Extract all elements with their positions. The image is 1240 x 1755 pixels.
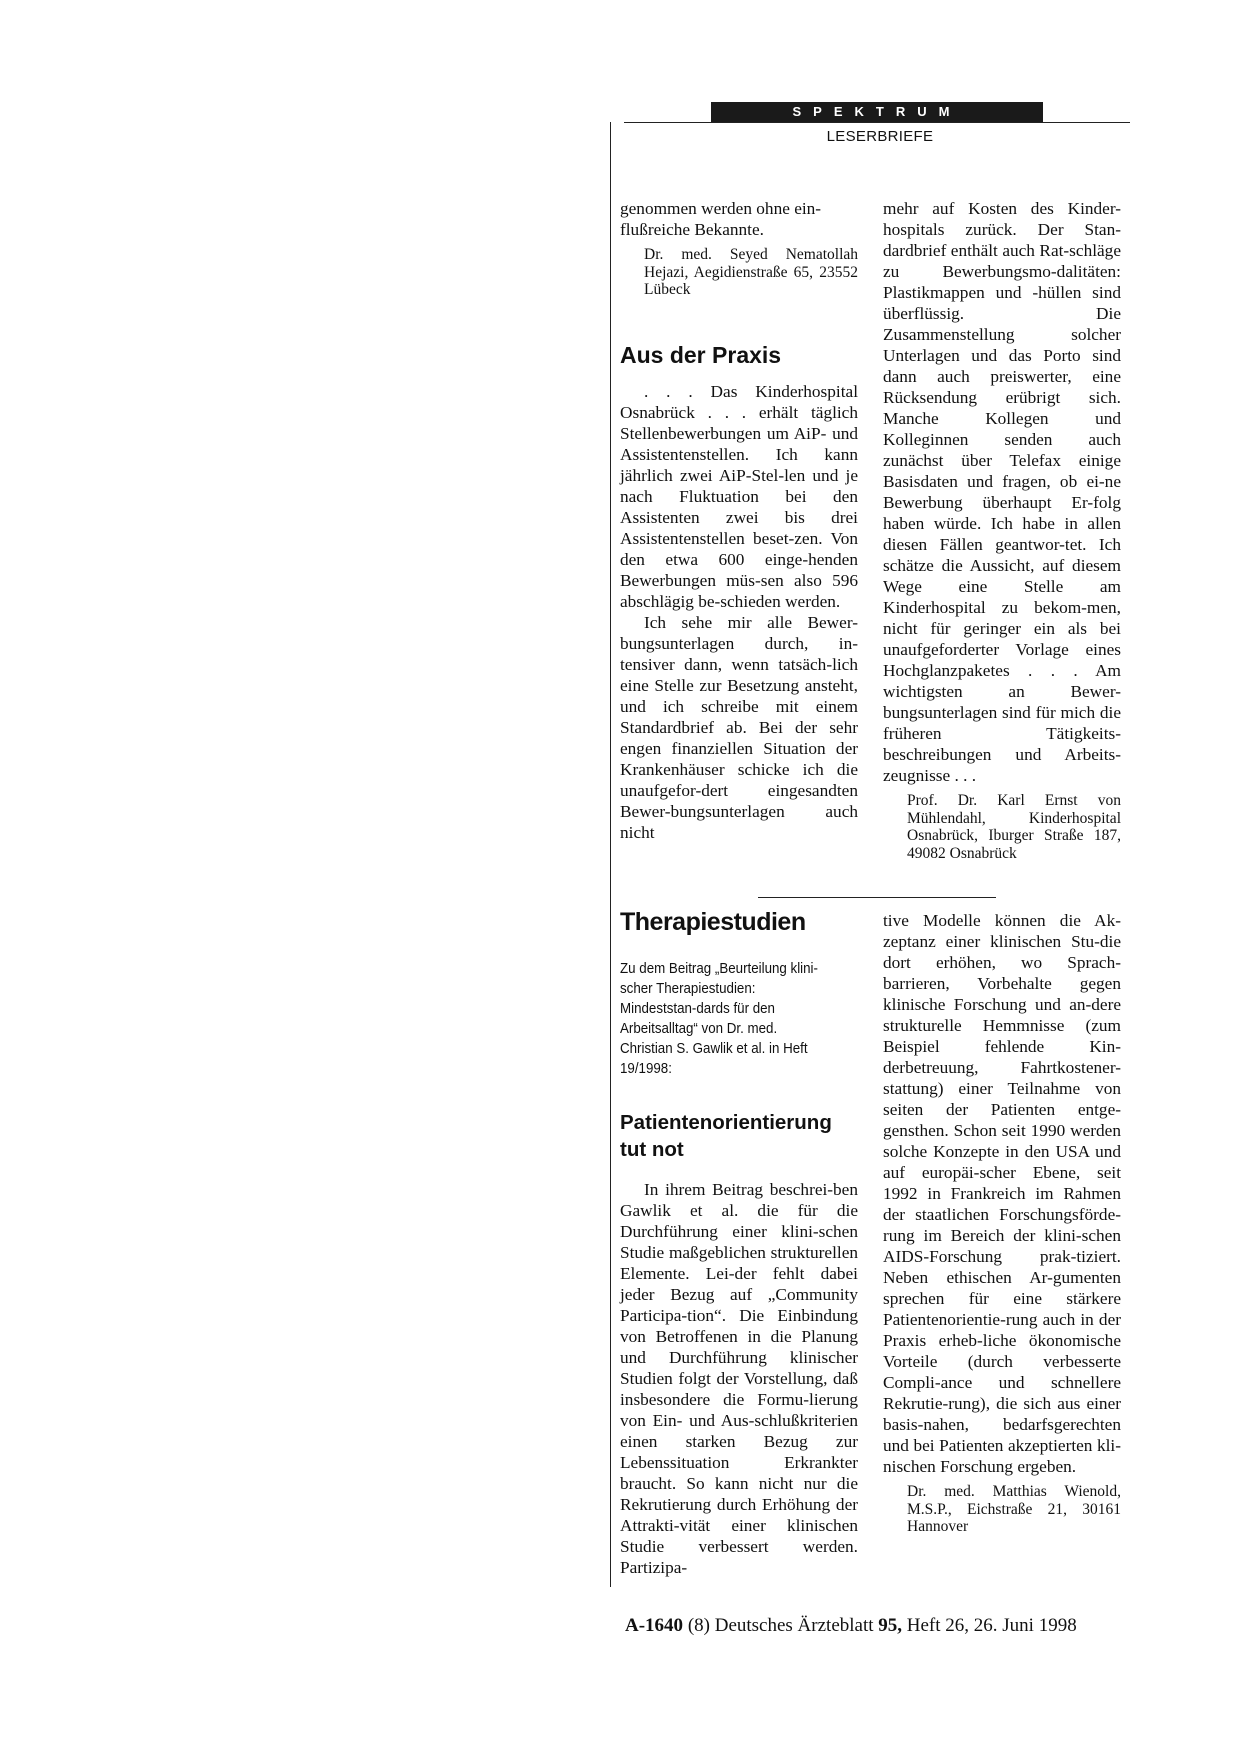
letter-left-bottom	[620, 907, 858, 1578]
letter-continuation: genommen werden ohne ein-flußreiche Bekannte.	[620, 199, 822, 239]
section-subtitle: LESERBRIEFE	[826, 128, 934, 145]
article-reference: Zu dem Beitrag „Beurteilung klini-scher Therapiestudien: Mindeststan-dards für den Arbeitsalltag“ von Dr. med. Christian S. Gawlik et al. in Heft 19/1998:	[620, 961, 818, 1077]
letter-paragraph: In ihrem Beitrag beschrei-ben Gawlik et al. die für die Durchführung einer klini-schen Studie maßgeblichen strukturellen Elemente. Lei-der fehlt dabei jeder Bezug auf „Community Participa-tion“. Die Einbindung von Betroffenen in die Planung und Durchführung klinischer Studien folgt der Vorstellung, daß insbesondere die Formu-lierung von Ein- und Aus-schlußkriterien einen starken Bezug zur Lebenssituation Erkrankter braucht. So kann nicht nur die Rekrutierung durch Erhöhung der Attrakti-vität einer klinischen Studie verbessert werden. Partizipa-	[620, 1180, 858, 1577]
letter-right-bottom	[883, 910, 1121, 1536]
section-separator	[758, 897, 996, 898]
letter-paragraph: mehr auf Kosten des Kinder-hospitals zurück. Der Stan-dardbrief enthält auch Rat-schläge zu Bewerbungsmo-dalitäten: Plastikmappen und -hüllen sind überflüssig. Die Zusammenstellung solcher Unterlagen und das Porto sind dann auch preiswerter, eine Rücksendung erübrigt sich. Manche Kollegen und Kolleginnen senden auch zunächst über Telefax einige Basisdaten und fragen, ob ei-ne Bewerbung überhaupt Er-folg haben würde. Ich habe in allen diesen Fällen geantwor-tet. Ich schätze die Aussicht, auf diesem Wege eine Stelle am Kinderhospital zu bekom-men, nicht für geringer ein als bei unaufgeforderter Vorlage eines Hochglanzpaketes . . . Am wichtigsten an Bewer-bungsunterlagen sind für mich die früheren Tätigkeits-beschreibungen und Arbeits-zeugnisse . . .	[883, 199, 1121, 785]
footer-publication: (8) Deutsches Ärzteblatt	[687, 1615, 874, 1636]
footer-issue: Heft 26, 26. Juni 1998	[906, 1615, 1077, 1636]
page-number: A-1640	[625, 1615, 684, 1636]
letter-signature: Dr. med. Seyed Nematollah Hejazi, Aegidienstraße 65, 23552 Lübeck	[644, 246, 858, 298]
letter-paragraph: tive Modelle können die Ak-zeptanz einer klinischen Stu-die dort erhöhen, wo Sprach-barrieren, Vorbehalte gegen klinische Forschung und an-dere strukturelle Hemmnisse (zum Beispiel fehlende Kin-derbetreuung, Fahrtkostener-stattung) einer Teilnahme von seiten der Patienten entge-gensthen. Schon seit 1990 werden solche Konzepte in den USA und auf europäi-scher Ebene, seit 1992 in Frankreich im Rahmen der staatlichen Forschungsförde-rung im Bereich der klini-schen AIDS-Forschung prak-tiziert. Neben ethischen Ar-gumenten sprechen für eine stärkere Patientenorientie-rung auch in der Praxis erheb-liche ökonomische Vorteile (durch verbesserte Compli-ance und schnellere Rekrutie-rung), die sich aus einer basis-nahen, bedarfsgerechten und bei Patienten akzeptierten kli-nischen Forschung ergeben.	[883, 911, 1121, 1476]
section-header-bar: SPEKTRUM	[711, 102, 1043, 122]
header-rule	[624, 122, 1130, 123]
article-heading: Therapiestudien	[620, 908, 806, 936]
letter-heading: Aus der Praxis	[620, 341, 782, 368]
letter-left-top	[620, 198, 858, 843]
letter-signature: Prof. Dr. Karl Ernst von Mühlendahl, Kinderhospital Osnabrück, Iburger Straße 187, 49082 Osnabrück	[907, 792, 1121, 862]
letter-paragraph: Ich sehe mir alle Bewer-bungsunterlagen durch, in-tensiver dann, wenn tatsäch-lich eine Stelle zur Besetzung ansteht, und ich schreibe mit einem Standardbrief ab. Bei der sehr engen finanziellen Situation der Krankenhäuser schicke ich die unaufgefor-dert eingesandten Bewer-bungsunterlagen auch nicht	[620, 612, 858, 842]
column-divider	[610, 122, 611, 1587]
letter-heading: Patientenorientierung tut not	[620, 1111, 832, 1161]
footer-volume: 95,	[878, 1615, 903, 1636]
letter-signature: Dr. med. Matthias Wienold, M.S.P., Eichstraße 21, 30161 Hannover	[907, 1483, 1121, 1535]
page-footer	[625, 1615, 1077, 1637]
letter-paragraph: . . . Das Kinderhospital Osnabrück . . . erhält täglich Stellenbewerbungen um AiP- und Assistentenstellen. Ich kann jährlich zwei AiP-Stel-len und je nach Fluktuation bei den Assistenten zwei bis drei Assistentenstellen beset-zen. Von den etwa 600 einge-henden Bewerbungen müs-sen also 596 abschlägig be-schieden werden.	[620, 381, 858, 611]
letter-right-top	[883, 198, 1121, 862]
